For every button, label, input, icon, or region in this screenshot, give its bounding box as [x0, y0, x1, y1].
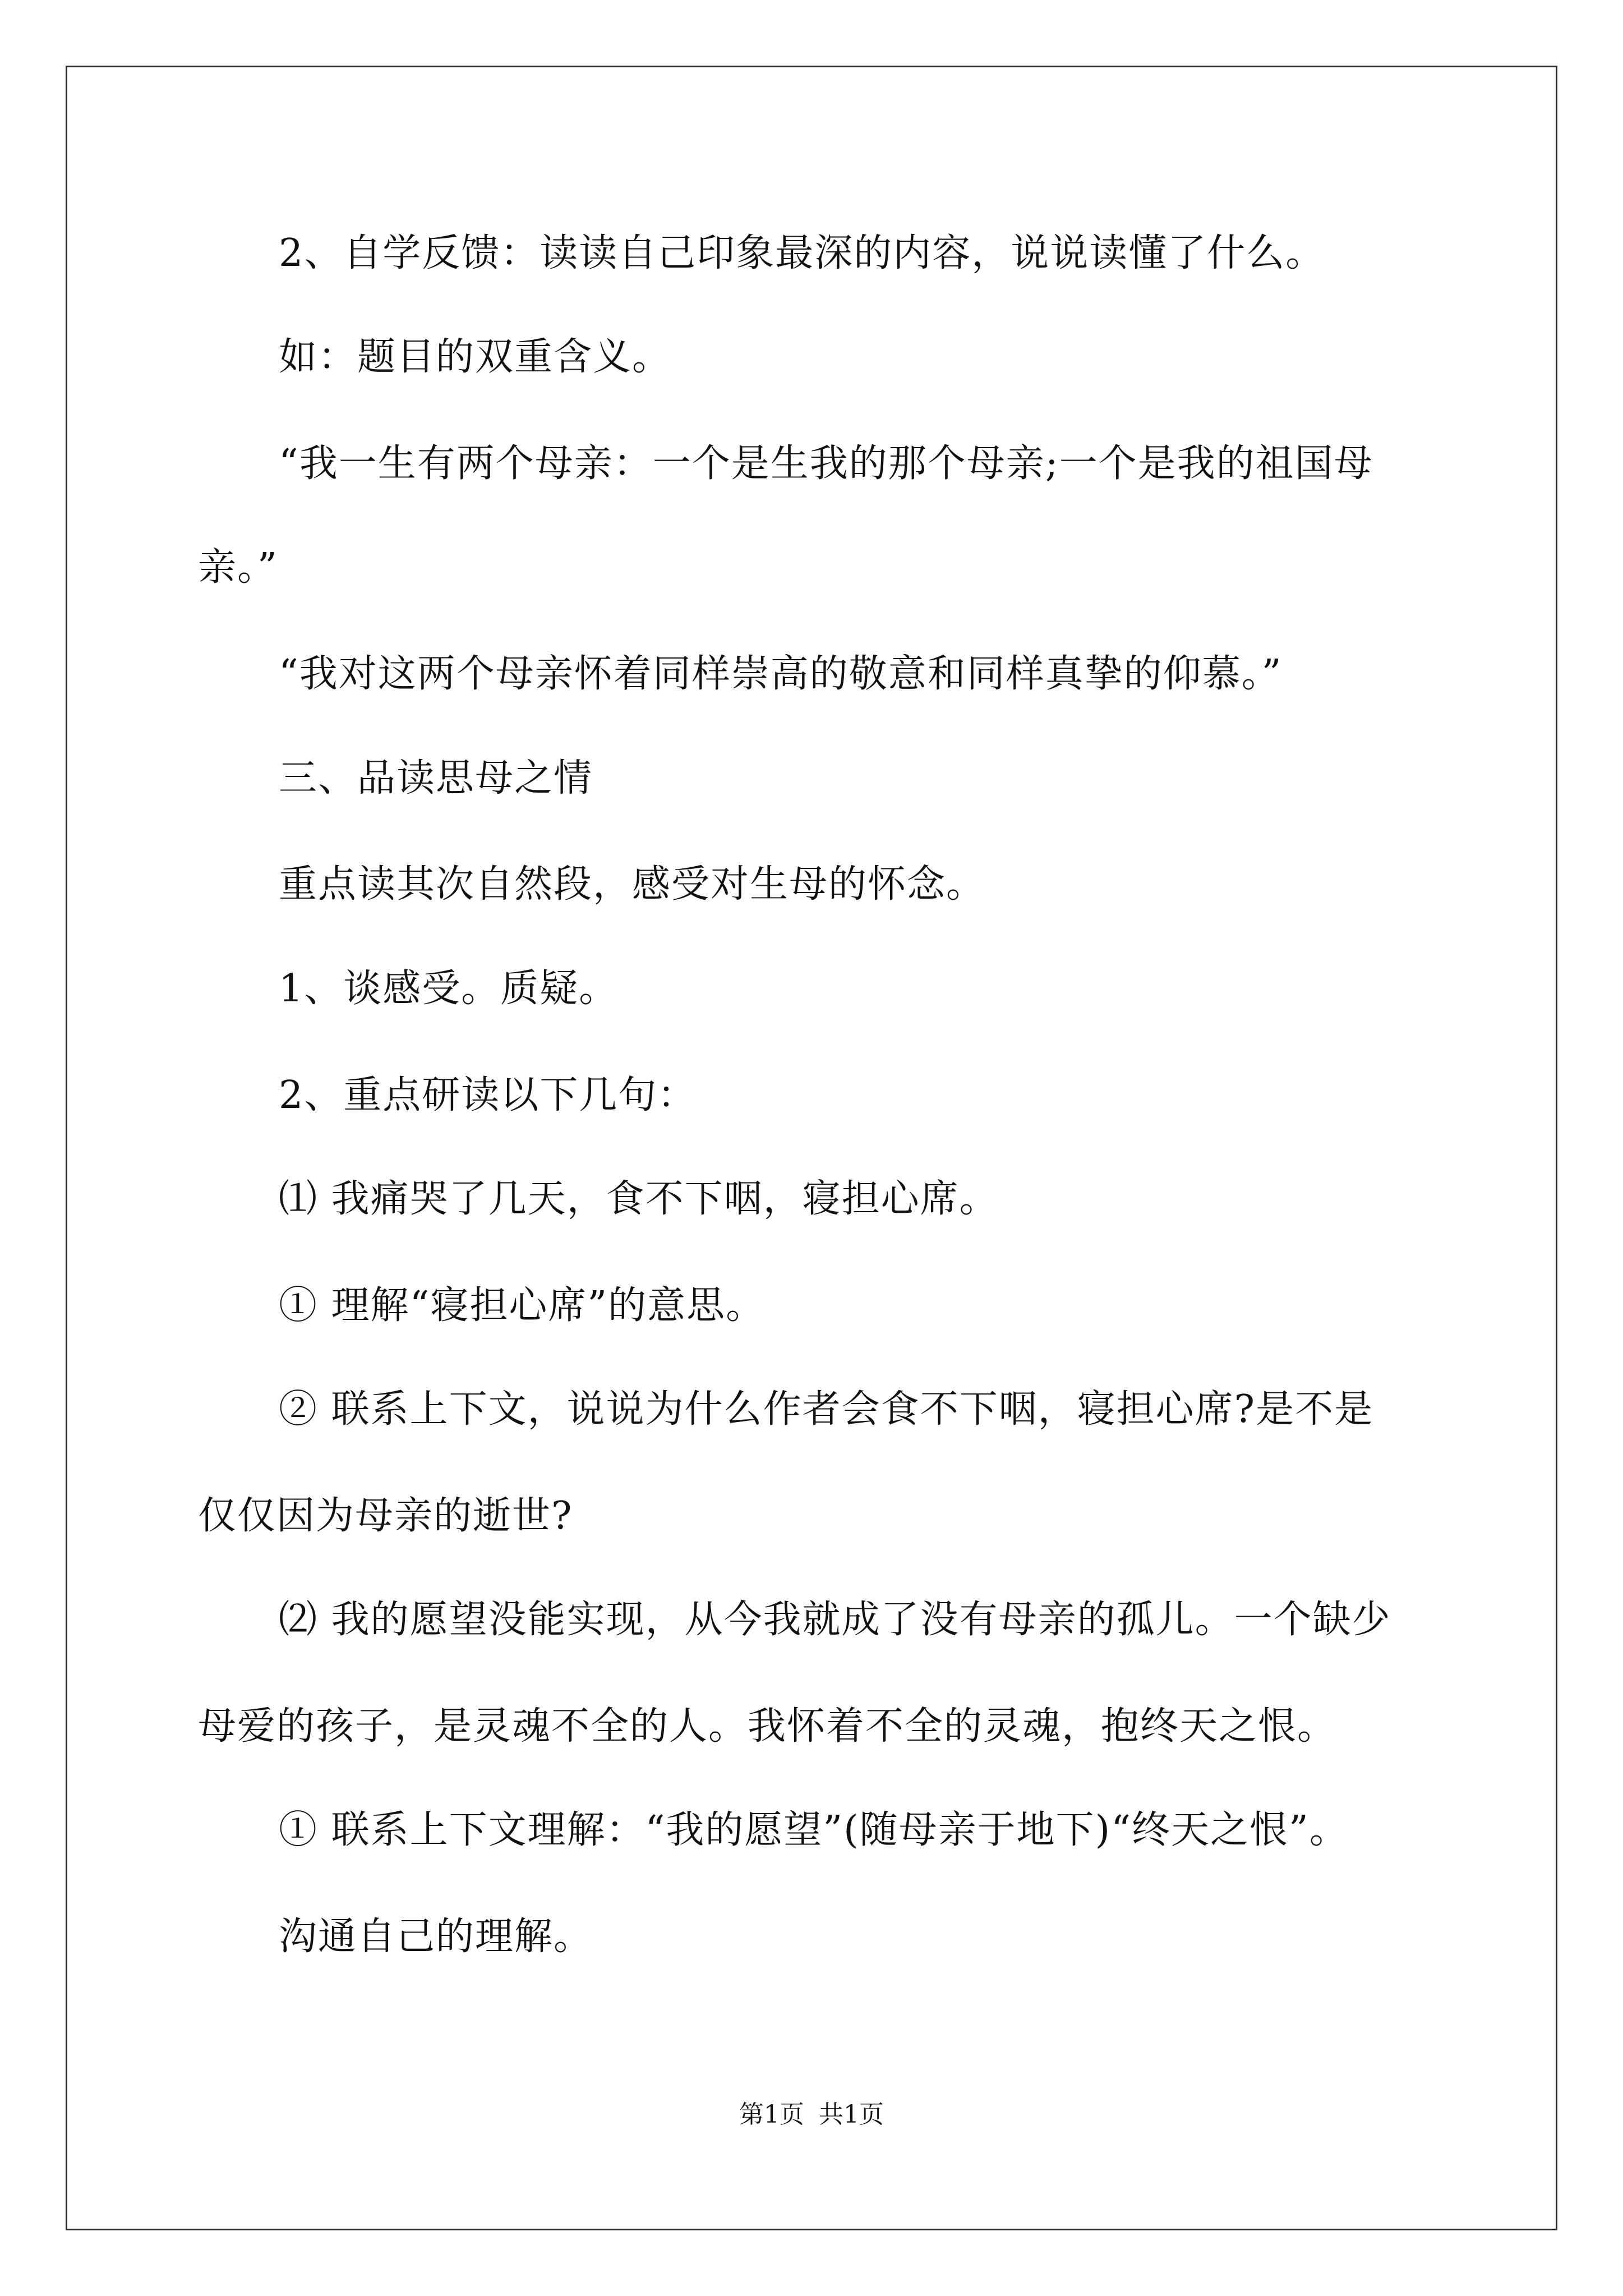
section-heading: 三、品读思母之情 [279, 756, 593, 800]
question-2-line1: ② 联系上下文，说说为什么作者会食不下咽，寝担心席?是不是 [279, 1387, 1374, 1432]
sentence-1: ⑴ 我痛哭了几天，食不下咽，寝担心席。 [279, 1177, 999, 1221]
quote-two-mothers-line2: 亲。” [198, 545, 278, 590]
paragraph-self-study-feedback: 2、自学反馈：读读自己印象最深的内容，说说读懂了什么。 [279, 231, 1325, 275]
page-border [66, 66, 1557, 2230]
sentence-2-line2: 母爱的孩子，是灵魂不全的人。我怀着不全的灵魂，抱终天之恨。 [198, 1704, 1337, 1749]
question-1: ① 理解“寝担心席”的意思。 [279, 1283, 766, 1328]
item-feelings: 1、谈感受。质疑。 [279, 967, 619, 1011]
page-number: 第1页 [739, 2100, 804, 2129]
sentence-2-line1: ⑵ 我的愿望没能实现，从今我就成了没有母亲的孤儿。一个缺少 [279, 1598, 1391, 1642]
question-3: ① 联系上下文理解：“我的愿望”(随母亲于地下)“终天之恨”。 [279, 1808, 1349, 1852]
page-total: 共1页 [819, 2100, 884, 2129]
paragraph-focus-reading: 重点读其次自然段，感受对生母的怀念。 [279, 862, 986, 907]
quote-two-mothers-line1: “我一生有两个母亲：一个是生我的那个母亲;一个是我的祖国母 [279, 441, 1373, 486]
quote-respect: “我对这两个母亲怀着同样崇高的敬意和同样真挚的仰慕。” [279, 652, 1283, 696]
paragraph-share-understanding: 沟通自己的理解。 [279, 1915, 593, 1959]
item-key-sentences: 2、重点研读以下几句： [279, 1073, 697, 1117]
question-2-line2: 仅仅因为母亲的逝世? [198, 1494, 573, 1538]
page-footer [0, 2098, 1623, 2132]
paragraph-title-meaning: 如：题目的双重含义。 [279, 335, 672, 379]
